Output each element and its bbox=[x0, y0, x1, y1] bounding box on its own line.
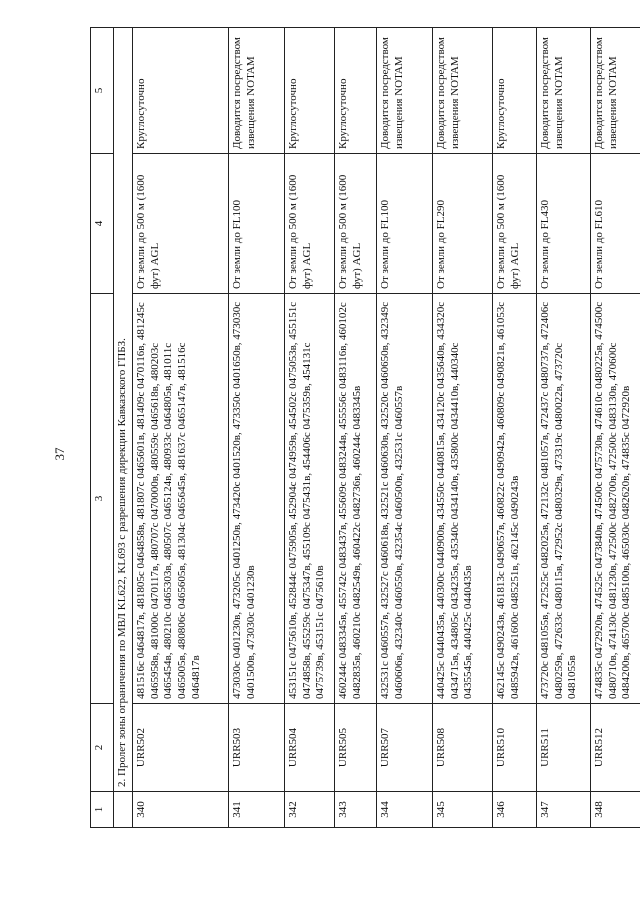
zone-code: URR511 bbox=[536, 704, 590, 792]
zone-time: Доводится посредством извещения NOTAM bbox=[376, 28, 432, 154]
zone-time: Круглосуточно bbox=[334, 28, 376, 154]
row-number: 345 bbox=[432, 792, 492, 828]
section-title: 2. Пролет зоны ограничения по МВЛ KL622, KL693 с разрешения дирекции Кавказского ГПБЗ. bbox=[114, 28, 133, 792]
rotated-table-area bbox=[90, 28, 633, 828]
zone-time: Доводится посредством извещения NOTAM bbox=[432, 28, 492, 154]
zone-height: От земли до 500 м (1600 фут) AGL bbox=[334, 154, 376, 294]
column-header: 5 bbox=[91, 28, 114, 154]
row-number: 340 bbox=[132, 792, 228, 828]
header-row bbox=[91, 28, 114, 828]
row-number: 346 bbox=[492, 792, 536, 828]
zone-code: URR510 bbox=[492, 704, 536, 792]
zone-coordinates: 473720с 0481055в, 472525с 0482025в, 472132с 0481057в, 472437с 0480737в, 472406с 0480259в, 472633с 0480115в, 472952с 0480329в, 473319с 0480022в, 473720с 0481055в bbox=[536, 294, 590, 704]
table-row bbox=[432, 28, 492, 828]
column-header: 4 bbox=[91, 154, 114, 294]
zone-height: От земли до FL610 bbox=[590, 154, 640, 294]
table-row bbox=[284, 28, 334, 828]
zone-coordinates: 481516с 0464817в, 481805с 0464858в, 481807с 0465601в, 481409с 0470116в, 481245с 0465958в, 481000с 0470117в, 480707с 0470000в, 480559с 0465618в, 480203с 0465454в, 480210с 0465303в, 480507с 0465124в, 480933с 0464805в, 481011с 0465005в, 480806с 0465605в, 481304с 0465645в, 481637с 0465147в, 481516с 0464817в bbox=[132, 294, 228, 704]
zone-code: URR507 bbox=[376, 704, 432, 792]
zone-height: От земли до FL430 bbox=[536, 154, 590, 294]
page-number: 37 bbox=[52, 447, 67, 461]
table-row bbox=[228, 28, 284, 828]
row-number: 347 bbox=[536, 792, 590, 828]
zone-time: Доводится посредством извещения NOTAM bbox=[536, 28, 590, 154]
zone-height: От земли до 500 м (1600 фут) AGL bbox=[132, 154, 228, 294]
zone-coordinates: 474835с 0472920в, 474525с 0473840в, 474500с 0475730в, 474610с 0480225в, 474500с 0480710в, 474130с 0481230в, 472500с 0482700в, 472500с 0483130в, 470600с 0484200в, 465700с 0485100в, 465030с 0482620в, 474835с 0472920в bbox=[590, 294, 640, 704]
zone-coordinates: 462145с 0490243в, 461813с 0490657в, 460822с 0490942в, 460809с 0490821в, 461053с 0485942в, 461600с 0485251в, 462145с 0490243в bbox=[492, 294, 536, 704]
zone-code: URR508 bbox=[432, 704, 492, 792]
zone-coordinates: 453151с 0475610в, 452844с 0475905в, 452904с 0474959в, 454502с 0475053в, 455151с 0474858в, 455259с 0475347в, 455109с 0475431в, 454406с 0475359в, 454131с 0475739в, 453151с 0475610в bbox=[284, 294, 334, 704]
zone-time: Круглосуточно bbox=[284, 28, 334, 154]
table-row bbox=[492, 28, 536, 828]
zone-code: URR504 bbox=[284, 704, 334, 792]
zone-height: От земли до FL100 bbox=[228, 154, 284, 294]
zone-time: Доводится посредством извещения NOTAM bbox=[590, 28, 640, 154]
zone-time: Круглосуточно bbox=[132, 28, 228, 154]
row-number: 343 bbox=[334, 792, 376, 828]
table-row bbox=[334, 28, 376, 828]
zone-time: Доводится посредством извещения NOTAM bbox=[228, 28, 284, 154]
zone-coordinates: 432531с 0460557в, 432527с 0460618в, 432521с 0460630в, 432520с 0460650в, 432349с 0460606в, 432340с 0460550в, 432354с 0460500в, 432531с 0460557в bbox=[376, 294, 432, 704]
zone-time: Круглосуточно bbox=[492, 28, 536, 154]
zone-coordinates: 440425с 0440435в, 440300с 0440900в, 434550с 0440815в, 434120с 0435640в, 434320с 0434715в, 434805с 0434235в, 435340с 0434140в, 435800с 0434410в, 440340с 0435545в, 440425с 0440435в bbox=[432, 294, 492, 704]
zone-coordinates: 460244с 0483345в, 455742с 0483437в, 455609с 0483244в, 455556с 0483116в, 460102с 0482835в, 460210с 0482549в, 460422с 0482736в, 460244с 0483345в bbox=[334, 294, 376, 704]
zone-code: URR512 bbox=[590, 704, 640, 792]
row-number: 341 bbox=[228, 792, 284, 828]
column-header: 1 bbox=[91, 792, 114, 828]
zone-code: URR503 bbox=[228, 704, 284, 792]
column-header: 2 bbox=[91, 704, 114, 792]
zone-height: От земли до FL100 bbox=[376, 154, 432, 294]
zone-code: URR505 bbox=[334, 704, 376, 792]
table-row bbox=[590, 28, 640, 828]
section-row bbox=[114, 28, 133, 828]
column-header: 3 bbox=[91, 294, 114, 704]
zone-coordinates: 473030с 0401230в, 473205с 0401250в, 473420с 0401520в, 473350с 0401650в, 473030с 0401500в, 473030с 0401230в bbox=[228, 294, 284, 704]
table-row bbox=[376, 28, 432, 828]
row-number: 342 bbox=[284, 792, 334, 828]
row-number: 348 bbox=[590, 792, 640, 828]
airspace-table bbox=[90, 27, 640, 828]
table-row bbox=[132, 28, 228, 828]
zone-height: От земли до 500 м (1600 фут) AGL bbox=[492, 154, 536, 294]
zone-height: От земли до FL290 bbox=[432, 154, 492, 294]
zone-code: URR502 bbox=[132, 704, 228, 792]
row-number: 344 bbox=[376, 792, 432, 828]
zone-height: От земли до 500 м (1600 фут) AGL bbox=[284, 154, 334, 294]
table-row bbox=[536, 28, 590, 828]
